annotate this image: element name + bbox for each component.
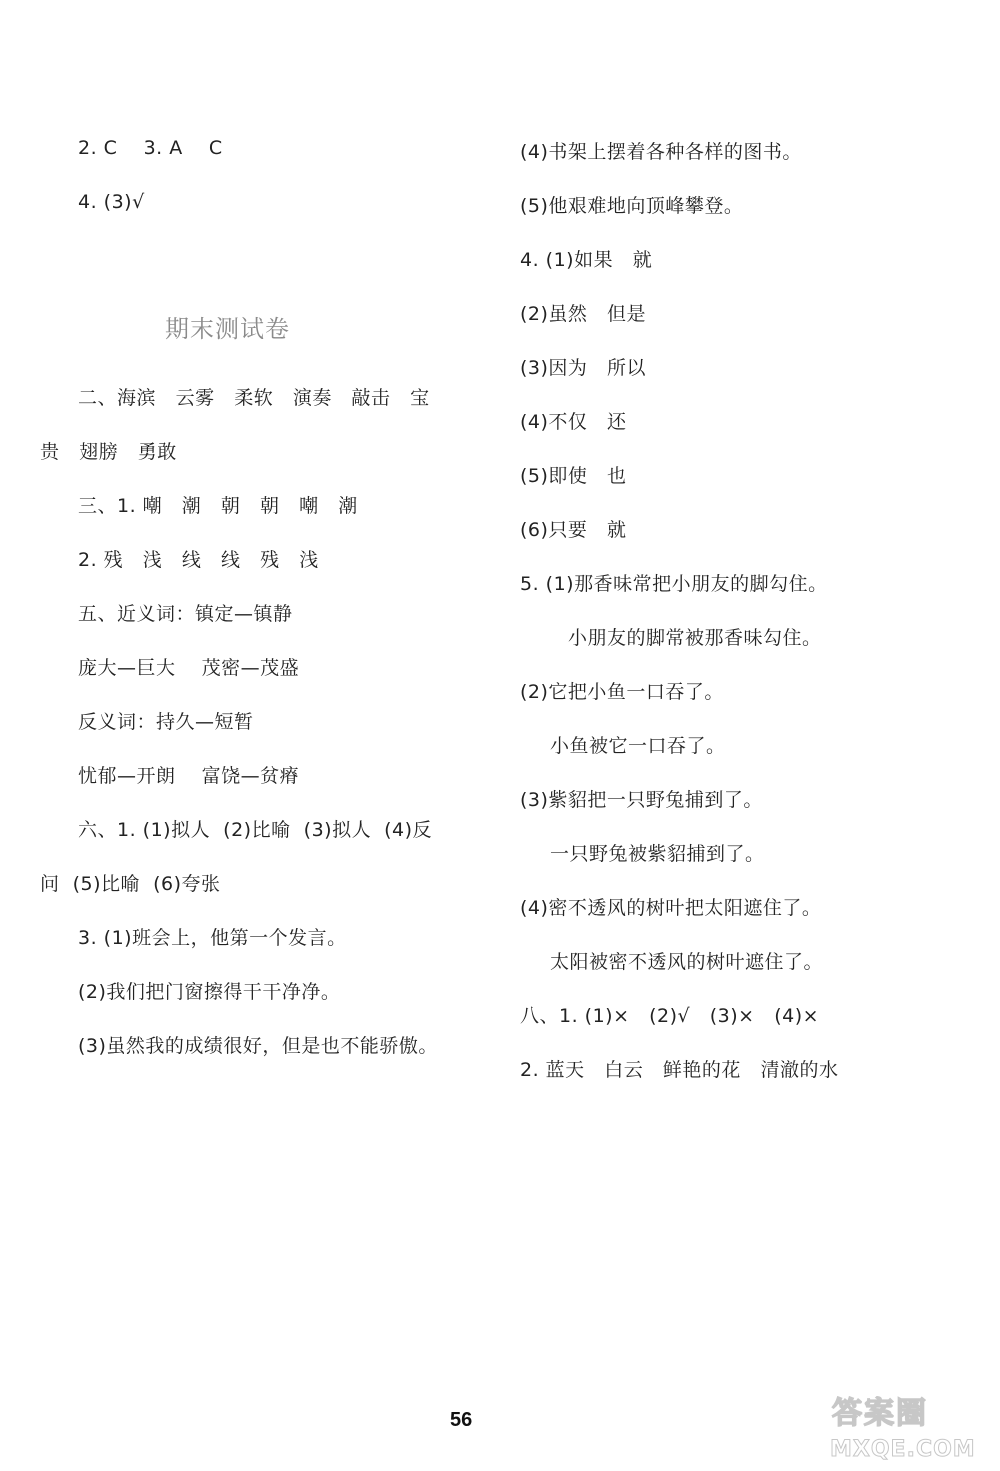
answer-line: 太阳被密不透风的树叶遮住了。	[550, 951, 824, 973]
answer-line: (2)虽然 但是	[520, 303, 647, 325]
answer-line: 反义词：持久—短暂	[78, 711, 254, 733]
answer-line: 2. C 3. A C	[78, 137, 223, 159]
answer-line: 二、海滨 云雾 柔软 演奏 敲击 宝	[78, 387, 430, 409]
answer-line: (2)我们把门窗擦得干干净净。	[78, 981, 341, 1003]
answer-line: (6)只要 就	[520, 519, 627, 541]
answer-line: 2. 残 浅 线 线 残 浅	[78, 549, 319, 571]
answer-line: 小鱼被它一口吞了。	[550, 735, 726, 757]
answer-line: 3. (1)班会上，他第一个发言。	[78, 927, 347, 949]
section-title: 期末测试卷	[165, 315, 290, 343]
page-number: 56	[450, 1409, 473, 1431]
answer-line: 一只野兔被紫貂捕到了。	[550, 843, 765, 865]
answer-line: (4)书架上摆着各种各样的图书。	[520, 141, 802, 163]
answer-line: (2)它把小鱼一口吞了。	[520, 681, 724, 703]
answer-line: 忧郁—开朗 富饶—贫瘠	[78, 765, 300, 787]
answer-line: (3)紫貂把一只野兔捕到了。	[520, 789, 763, 811]
answer-line: 问 (5)比喻 (6)夸张	[40, 873, 221, 895]
answer-line: (3)虽然我的成绩很好，但是也不能骄傲。	[78, 1035, 438, 1057]
answer-line: (4)密不透风的树叶把太阳遮住了。	[520, 897, 822, 919]
answer-line: 5. (1)那香味常把小朋友的脚勾住。	[520, 573, 828, 595]
answer-line: 八、1. (1)× (2)√ (3)× (4)×	[520, 1005, 820, 1027]
answer-line: 庞大—巨大 茂密—茂盛	[78, 657, 300, 679]
answer-line: (5)他艰难地向顶峰攀登。	[520, 195, 744, 217]
answer-line: 4. (3)√	[78, 191, 145, 213]
answer-line: 2. 蓝天 白云 鲜艳的花 清澈的水	[520, 1059, 839, 1081]
answer-line: 六、1. (1)拟人 (2)比喻 (3)拟人 (4)反	[78, 819, 433, 841]
answer-line: 4. (1)如果 就	[520, 249, 653, 271]
answer-line: 五、近义词：镇定—镇静	[78, 603, 293, 625]
answer-line: (3)因为 所以	[520, 357, 647, 379]
answer-line: 贵 翅膀 勇敢	[40, 441, 177, 463]
answer-line: (4)不仅 还	[520, 411, 627, 433]
watermark-url: MXQE.COM	[830, 1437, 976, 1462]
watermark-logo	[830, 1395, 995, 1467]
answer-line: (5)即使 也	[520, 465, 627, 487]
answer-line: 三、1. 嘲 潮 朝 朝 嘲 潮	[78, 495, 358, 517]
answer-line: 小朋友的脚常被那香味勾住。	[568, 627, 822, 649]
watermark-text: 答案圈	[832, 1396, 928, 1431]
